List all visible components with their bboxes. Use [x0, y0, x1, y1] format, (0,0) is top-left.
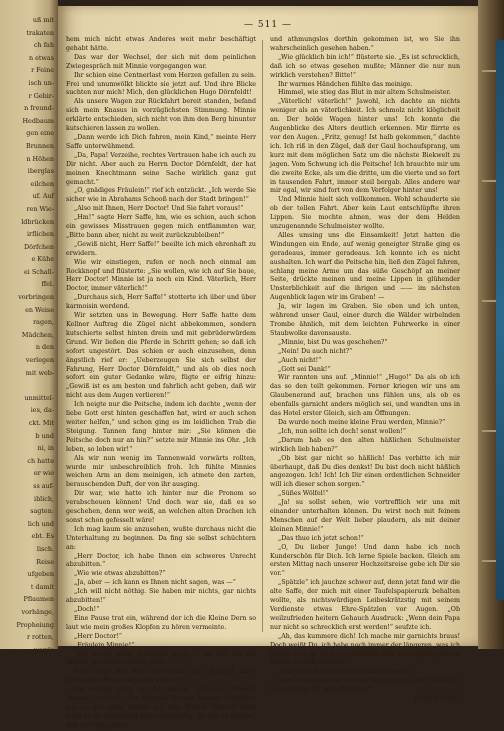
paragraph: Ich mag kaum sie anzusehen, wußte durchaus nicht die Unterhaltung zu beginnen. Da fing sie selbst schüchtern an:: [66, 525, 256, 551]
paragraph: „Wie wie etwas abzubitten?“: [74, 570, 166, 578]
paragraph: „Wir werde nicht, vielleicht Nacht — es war nur Ihr Mantel mit davon andern bitte —— ?“: [66, 650, 256, 667]
gutter-fragment: ren Wie-: [26, 204, 54, 213]
gutter-fragment: ufgeben: [27, 570, 54, 579]
gutter-fragment: sagten:: [30, 507, 54, 516]
paragraph: Wir rannten uns auf. „Minnie!“ „Hugo!“ Da als ob ich das so den teilt gekommen. Ferner kriegen wir uns am Glaubenerand auf, brachen uns fühlen uns, als ob es ebenfalls garnicht anders möglich sei, und wandten uns in das Hotel erster Gleich, sich am Öffnungen.: [270, 374, 460, 418]
gutter-fragment: r Feine: [31, 66, 54, 75]
gutter-fragment: r rotten,: [26, 633, 54, 642]
paragraph: „Herr Doctor!“: [74, 632, 122, 640]
gutter-fragment: n den: [35, 343, 54, 352]
gutter-fragment: uß mit: [32, 16, 54, 24]
paragraph: Ja, wir lagen im Graben. Sie oben und ich unten, während unser Gaul, einer durch die Wälder wirbelnden Trombe ähnlich, mit dem leichten Fuhrwerke in einer Staubwolke davonsauste.: [270, 303, 460, 337]
paragraph: „Väterlich! väterlich!“ Jawohl, ich dachte an nichts weniger als an väterlichkeit. Ich schmolz nicht klöglicheit an. Der holde Wagen hinter uns! Ich konnte die Augenblicke des Alters deutlich erkennen. Mir flirrte es vor den Augen. „Fritz, genug! Ist halb gekommen,“ dachte ich. Ich riß in den Zügel, daß der Gaul hochaufsprang, um kurz mit dem möglichen Satz um die nächste Biekwelt zu jagen. Vom Schwung ich die Peitsche! Ich brauchte mir um die zweite Ecke, als um die dritte, um die vierte und so fort in tausenden Fahrt, immer steil bergab. Alles andere war mir egal, wir sind fort von dem Verfolger hinter uns!: [270, 98, 460, 195]
bookmark-ribbon: [496, 40, 504, 600]
gutter-fragment: ch fah: [33, 41, 54, 50]
paragraph: „Das thue ich jetzt schon!“: [278, 534, 364, 542]
paragraph: „Das will ich auch lieber bleiben lassen!“: [278, 668, 410, 676]
gutter-fragment: mit web-: [25, 368, 54, 377]
page-number: — 511 —: [244, 20, 292, 30]
paragraph: „Ja, aber — ich kann es Ihnen nicht sagen, was —“: [74, 579, 236, 587]
paragraph: Nun ging mir ein Licht auf! Das Räthsel ihrer plötzlichen Erklärung ward gelöst!: [66, 668, 256, 685]
paragraph: Dir war, wie hatte ich hinter nur die Pronom so verabscheuen können! Und doch war sie, daß es so geschehen, denn wer weiß, an welchen alten Drachen ich sonst schon gefesselt wäre!: [66, 490, 256, 524]
paragraph: „Ich, nun sollte ich doch! sonst wollen!“: [278, 427, 406, 435]
gutter-fragment: ei Schall-: [24, 267, 54, 276]
paragraph: Wir setzten uns in Bewegung. Herr Saffe hatte dem Kellner Auftrag die Zügel nicht abbekommen, sondern kutschierte selbst hinten drein und mit gebrüderwürdem Grund. Wir ließen die Pferde in Schritt gehen; so daß ich sofort ungestört. Das schien er auch einzusehen, denn ängstlich rief er: „Ueberzeugen Sie sich selbst der Fahrung, Herr Doctor Dörnfeldt,“ und als ob dies noch sofort ein guter Gedanke wäre, fügte er eifrig hinzu: „Gewiß ist es am besten und fahrlich acht geben, daß wir nicht aus dem Augen verlieren!“: [66, 312, 256, 400]
paragraph: Als unsere Wagen zur Rückfahrt bereit standen, befand sich mein Knasus in vorzüglichsten Stimmung. Minnie erklärte entschieden, sich nicht von ihm den Berg hinunter kutschieren lassen zu wollen.: [66, 98, 256, 133]
gutter-fragment: uf. Auf: [32, 192, 54, 201]
gutter-fragment: ldbrücken: [21, 217, 54, 226]
paragraph: Als wir nun wenig im Tannenwald vorwärts rollten, wurde mir unbeschreiblich froh. Ich fühlte Minnies weichen Arm an dem meinigen, ich atmete den zarten, berauschenden Duft, der von ihr ausging.: [66, 454, 256, 489]
paragraph: „O, gnädiges Fräulein!“ rief ich entzückt. „Ich werde Sie sicher wie in Abrahams Schooß nach der Stadt bringen!“: [66, 187, 256, 204]
gutter-fragment: ckt. Mit: [28, 419, 54, 427]
gutter-fragment: Dörfchen: [24, 242, 54, 251]
gutter-fragment: lisch.: [36, 544, 54, 553]
left-text-column: [66, 36, 256, 729]
gutter-fragment: ragen,: [33, 318, 54, 327]
gutter-fragment: isch un-: [28, 78, 54, 87]
gutter-fragment: ss auf-: [33, 481, 54, 490]
gutter-fragment: b und: [35, 431, 54, 440]
gutter-fragment: unmittel-: [24, 393, 54, 402]
gutter-fragment: ch hatte: [27, 456, 54, 465]
paragraph: Und Minnie hielt sich vollkommen. Wohl schauderte sie ob der tollen Fahrt. Aber kein Laut entschlüpfte ihren Lippen. Sie mochte ahnen, was der dem Helden unzugenannde Schulmeister wollte.: [270, 196, 460, 231]
paragraph: „Hm!“ sagte Herr Saffe, hm, wie es schien, auch schon ein gewisses Misstrauen gegen mich entflammten war, „Bitte bann aber, nicht zu weit zurückzubleiben!“: [66, 214, 256, 239]
gutter-fragment: vorbringen: [18, 293, 54, 302]
paragraph: „Herr Doctor, ich habe Ihnen ein schweres Unrecht abzubitten.“: [66, 552, 256, 569]
gutter-fragment: ebt. Es: [31, 532, 54, 541]
gutter-fragment: t damit: [30, 582, 54, 591]
paragraph: „Fräulein Minnie!“: [74, 641, 135, 649]
gutter-fragment: e Kühe: [31, 255, 54, 264]
paragraph: und athmungslos dorthin gekommen ist, wo Sie ihn wahrscheinlich gesehen haben.“: [270, 36, 460, 52]
gutter-fragment: iblich,: [34, 494, 54, 503]
gutter-fragment: lich und: [27, 519, 54, 528]
paragraph: „Ah, das kummere dich! Ich mache mir garnichts braus! Doch weißt Du, ich habe noch immer der längeren, was ich wollte. Und so wird er schließlich hier auch geben; darauf kannst Du Gift nehmen!“: [270, 632, 460, 667]
gutter-fragment: ies, da-: [30, 406, 54, 415]
gutter-fragment: verlegen: [25, 356, 54, 365]
gutter-fragment: eilchen: [30, 179, 54, 188]
paragraph: „Wie glücklich bin ich!“ flüsterte sie. „Es ist schrecklich, daß ich so etwas gesehen mußte; Männer die nur nun wirklich verstehen? Bitte!“: [270, 53, 460, 79]
paragraph: „Dann werde ich Dich fahren, mein Kind,“ meinte Herr Saffe unterwühmend.: [66, 133, 256, 150]
previous-page-edge: [0, 0, 58, 654]
gutter-fragment: ffel.: [41, 280, 54, 289]
paragraph: Da wurde noch meine kleine Frau werden, Minnie?“: [278, 418, 446, 426]
gutter-fragment: werde: [33, 645, 54, 654]
gutter-fragment: Hedbaum: [22, 116, 54, 125]
paragraph: „Spätzle“ ich jauchze schwer auf, denn jetzt fand wir die alte Saffe, der mich mit einer Taufelspapieruzk behalten wollte, als nichtswürdigen Leibeskrätzstig mit seinem Verdienste etwas Ehre-Spätzlen vor Augen. „Ob weilzufrieden heitern Gehauch Ausdruck: „Wenn dein Papa nur nicht so schrecklich erst werden!“ seufzte ich.: [270, 579, 460, 631]
paragraph: „Ob bist gar nicht so häßlich! Das verbitte ich mir überhaupt, daß Du dies denkst! Du bist doch nicht häßlich angezogen. Ich! Ich! Ich Dir einen ordentlichen Schneider will ich dieser schon sorgen.“: [270, 454, 460, 489]
paragraph: „Süßes Wölfel!“: [278, 490, 329, 498]
column-divider: [262, 40, 263, 632]
paragraph: Ich beugte mich zu ihr nieder. „Fräulein Minnie! Minnie!“ rief ich. „Sie konnten Sie nur denken! Natürlich war es nur mein Mantel mit dem Doctor Schratt! Aber auch er ist wahrhaftig ganz unschuldig. Er war so ferkant, daß er völlig außer: [66, 686, 256, 729]
paragraph: „Durchaus sich, Herr Saffe!“ stotterte ich über und über karmoisin werdend.: [66, 294, 256, 311]
gutter-fragment: en Weise: [25, 305, 54, 314]
paragraph: Ihr warmes Händchen fühlte das meinige.: [278, 80, 413, 88]
gutter-fragment: r Gebir-: [28, 91, 54, 100]
gutter-fragment: n freund-: [24, 104, 54, 113]
gutter-fragment: n Höhen: [26, 154, 54, 163]
paragraph: Eine Pause trat ein, während der ich die Kleine Dern so laut wie mein großes Klopfen zu hören vermeinte.: [66, 614, 256, 631]
paragraph: „Also mit Ihnen, Herr Doctor! Und Sie fahrt voraus!“: [74, 205, 244, 213]
gutter-fragment: irflichen: [27, 230, 54, 239]
gutter-fragment: Brunnen: [26, 141, 54, 150]
paragraph: „Minnie, bist Du was geschehen?“: [278, 338, 388, 346]
gutter-fragment: n etwas: [28, 53, 54, 62]
gutter-fragment: [0, 379, 54, 392]
paragraph: „Gewiß nicht, Herr Saffe!“ beeilte ich mich ehrenhaft zu erwidern.: [66, 240, 256, 257]
gutter-fragment: iberglas: [27, 167, 54, 176]
paragraph: „Auch nicht!“: [278, 356, 322, 364]
gutter-fragment: Propheiung: [16, 620, 54, 629]
paragraph: „Am Himmelbrettes ist das Akquit ich so nur! Aber ein Ganz kannst Du darauf bauen!“: [270, 677, 460, 694]
continuation-note: (Schluß folgt.): [414, 695, 460, 703]
gutter-fragment: Pflaumen: [23, 595, 54, 604]
paragraph: „Darum hab es den alten häßlichen Schulmeister wirklich lieb haben?“: [270, 436, 460, 453]
gutter-fragment: ni, in: [37, 444, 54, 453]
paragraph: Himmel, wie stieg das Blut in mir altem Schulmeister.: [278, 89, 451, 97]
right-text-column: [270, 36, 460, 703]
paragraph: Das war der Wechsel, der sich mit dem peinlichen Zwiegespräch mit Minnie vorgegangen war.: [66, 53, 256, 70]
gutter-fragment: Mädchen,: [21, 330, 54, 339]
paragraph: „Ich will nicht nöthig. Sie haben mir nichts, gar nichts abzubitten!“: [66, 588, 256, 605]
paragraph: Ich neigte nur die Peitsche, indem ich dachte „wenn der liebe Gott erst hinten geschaffen hat, wird er auch schon weiter helfen,“ und schon ging es im leidlichen Trab die Steigung. Tannen fang hinter mir: „Sie können die Peitsche doch nur an hin?“ setzte mir Minnie ins Ohr. „Ich leben, so leben wir!“: [66, 401, 256, 453]
paragraph: „Doch!“: [74, 606, 100, 613]
book-page: [58, 6, 478, 729]
gutter-fragment: trakaten: [26, 28, 54, 37]
paragraph: „Da, Papa! Verzeihe, rechtes Vertrauen habe ich auch zu Dir nicht. Aber auch zu Herrn Doctor Dörnfeldt, der hat meinen Knechtmann seine Sache wirklich ganz gut gemacht.“: [66, 151, 256, 186]
paragraph: Ihr schien eine Centnerlast vom Herzen gefallen zu sein. Frei und unumwölkt blickte sie jetzt auf. Und ihre Blicke suchten nur mich! Mich, den glücklichen Hugo Dörnfeldt!: [66, 71, 256, 97]
paragraph: „Gott sei Dank!“: [278, 365, 331, 373]
paragraph: „Nein! Du auch nicht?“: [278, 347, 353, 355]
paragraph: hem mich nicht etwas Anderes weit mehr beschäftigt gehabt hätte.: [66, 36, 256, 52]
gutter-fragment: Reise: [36, 557, 54, 566]
paragraph: Alles umsing uns die Einsamkeit! Jetzt hatten die Windungen ein Ende, auf wenig geneigter Straße ging es geradeaus, immer geradeaus. Ich konnte ich es nicht aushalten. Ich warf die Peitsche hin, ließ den Zügel fahren, schlang meine Arme um das süße Geschöpf an meiner Seite, drückte meinen und meine Lippen in glühender Unsterblichkeit auf die ihrigen und —— im nächsten Augenblick lagen wir im Graben! —: [270, 231, 460, 302]
paragraph: „O, Du lieber Junge! Und dann habe ich noch Kunderschön für Dich. Ich lerne Spiele backen. Gleich am ersten Mittag nach unserer Hochzeitsreise gebe ich Dir sie vor.“: [270, 543, 460, 578]
gutter-fragment: gen eine: [26, 129, 54, 138]
paragraph: „Ja! su sollst sehen, wie vortrefflich wir uns mit einander unterhalten können. Du wirst noch mit feinem Menschen auf der Welt lieber plaudern, als mit deiner kleinen Minnie!“: [270, 499, 460, 533]
gutter-fragment: vorhänge,: [21, 607, 54, 616]
paragraph: Wie wir einstiegen, rufen er noch noch einmal am Rockknopf und flüsterte: „Sie wollen, wie ich auf Sie baue, Herr Doctor! Minnie ist ja noch ein Kind. Väterlich, Herr Doctor, immer väterlich!“: [66, 258, 256, 293]
previous-page-text-fragments: [0, 14, 54, 656]
gutter-fragment: er wie: [33, 469, 54, 478]
